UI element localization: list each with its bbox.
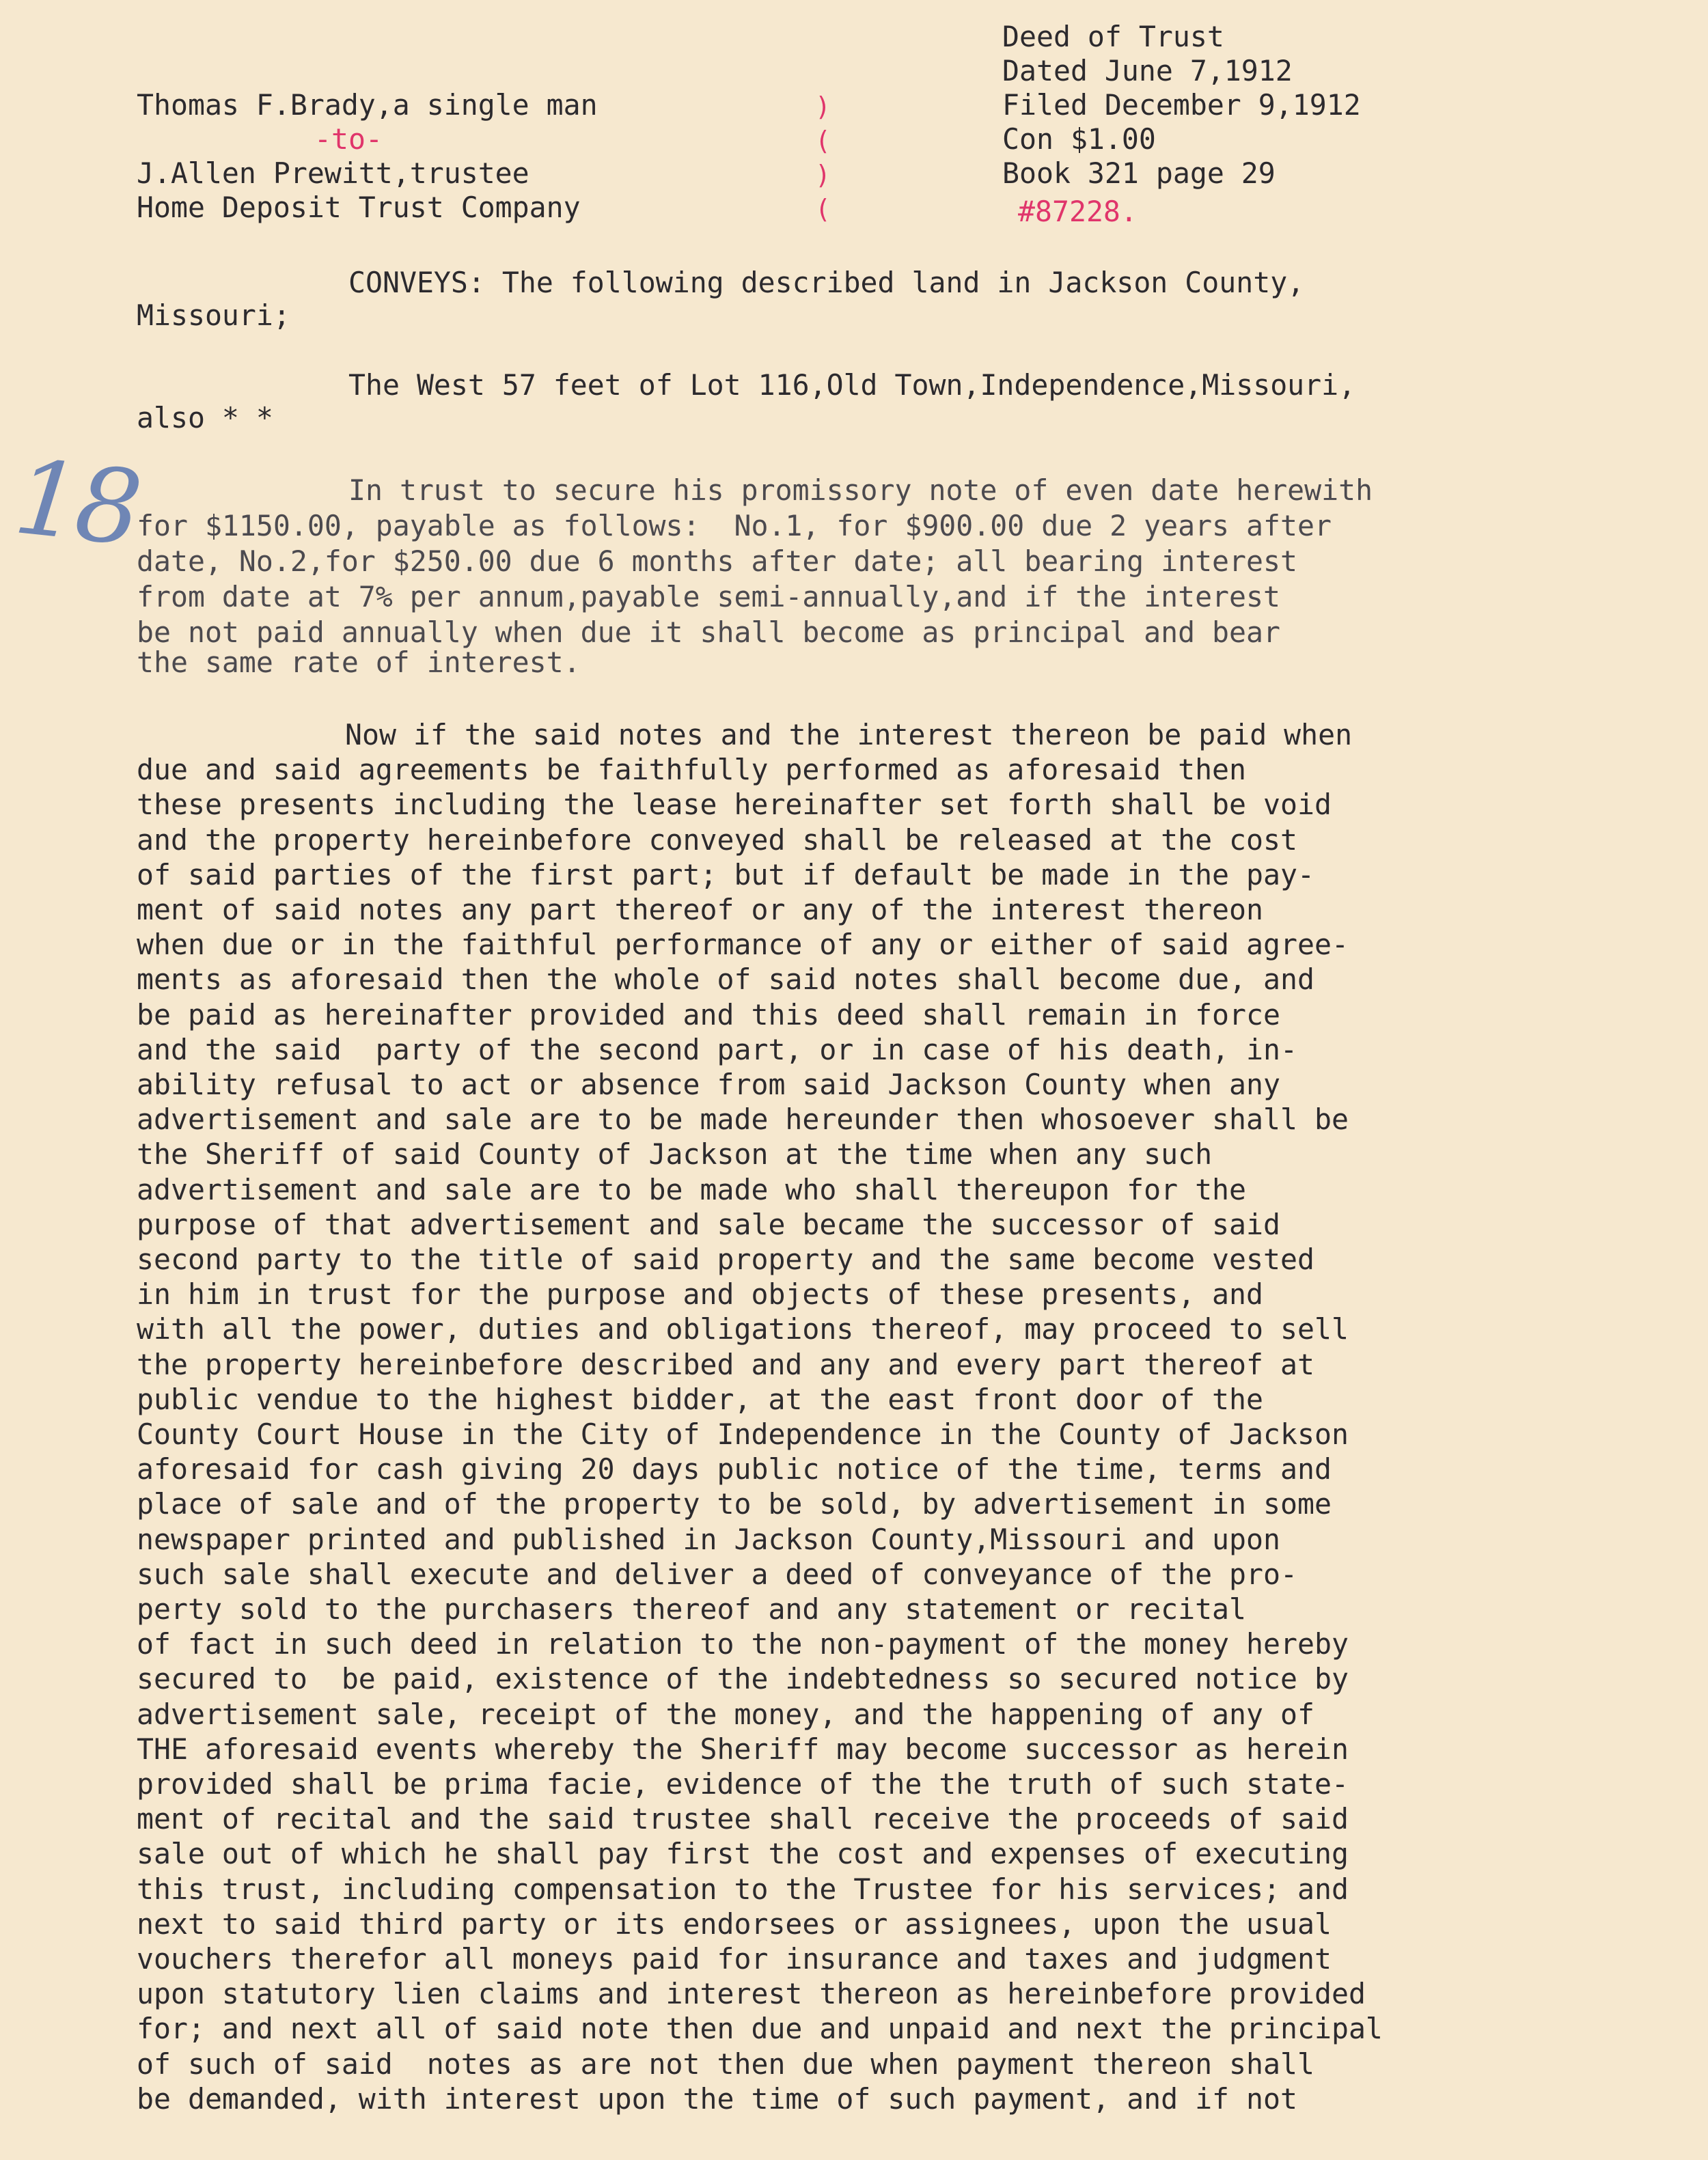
deed-body-line: be paid as hereinafter provided and this deed shall remain in force	[137, 998, 1281, 1031]
bracket-mark: )	[815, 160, 831, 190]
deed-body-line: advertisement and sale are to be made who shall thereupon for the	[137, 1173, 1247, 1206]
deed-body-line: these presents including the lease hereinafter set forth shall be void	[137, 788, 1332, 821]
trust-purpose-line: date, No.2,for $250.00 due 6 months after date; all bearing interest	[137, 544, 1297, 578]
deed-body-line: second party to the title of said property and the same become vested	[137, 1243, 1314, 1276]
record-book-page: Book 321 page 29	[1002, 156, 1276, 190]
deed-body-line: upon statutory lien claims and interest thereon as hereinbefore provided	[137, 1977, 1366, 2010]
conveys-line: Missouri;	[137, 299, 290, 332]
conveys-line: CONVEYS: The following described land in Jackson County,	[348, 266, 1305, 299]
deed-body-line: secured to be paid, existence of the indebtedness so secured notice by	[137, 1662, 1349, 1695]
deed-body-line: ment of recital and the said trustee shall receive the proceeds of said	[137, 1802, 1349, 1836]
deed-body-line: of such of said notes as are not then due when payment thereon shall	[137, 2047, 1314, 2081]
deed-body-line: ments as aforesaid then the whole of said notes shall become due, and	[137, 963, 1314, 996]
deed-body-line: and the said party of the second part, or in case of his death, in-	[137, 1033, 1297, 1066]
deed-body-line: the property hereinbefore described and any and every part thereof at	[137, 1348, 1314, 1381]
deed-body-line: vouchers therefor all moneys paid for insurance and taxes and judgment	[137, 1942, 1332, 1976]
deed-body-line: for; and next all of said note then due and unpaid and next the principal	[137, 2012, 1383, 2045]
deed-body-line: such sale shall execute and deliver a deed of conveyance of the pro-	[137, 1557, 1297, 1591]
deed-body-line: with all the power, duties and obligations thereof, may proceed to sell	[137, 1312, 1349, 1346]
deed-body-line: Now if the said notes and the interest thereon be paid when	[345, 718, 1353, 751]
deed-body-line: aforesaid for cash giving 20 days public notice of the time, terms and	[137, 1452, 1332, 1486]
deed-body-line: public vendue to the highest bidder, at the east front door of the	[137, 1383, 1264, 1416]
trust-purpose-line: for $1150.00, payable as follows: No.1, for $900.00 due 2 years after	[137, 509, 1332, 542]
trustee-name: J.Allen Prewitt,trustee	[137, 156, 529, 190]
deed-body-line: due and said agreements be faithfully performed as aforesaid then	[137, 753, 1247, 786]
deed-body-line: newspaper printed and published in Jackson County,Missouri and upon	[137, 1523, 1281, 1556]
deed-body-line: of said parties of the first part; but if default be made in the pay-	[137, 858, 1314, 891]
deed-body-line: purpose of that advertisement and sale became the successor of said	[137, 1208, 1281, 1241]
deed-body-line: be demanded, with interest upon the time of such payment, and if not	[137, 2082, 1297, 2116]
deed-body-line: advertisement and sale are to be made hereunder then whosoever shall be	[137, 1103, 1349, 1136]
deed-body-line: THE aforesaid events whereby the Sheriff may become successor as herein	[137, 1732, 1349, 1766]
deed-body-line: place of sale and of the property to be sold, by advertisement in some	[137, 1487, 1332, 1521]
margin-handwritten-number: 18	[9, 438, 143, 569]
deed-body-line: advertisement sale, receipt of the money, and the happening of any of	[137, 1698, 1314, 1731]
trust-purpose-line: the same rate of interest.	[137, 646, 581, 679]
deed-body-line: ment of said notes any part thereof or any of the interest thereon	[137, 893, 1264, 926]
deed-body-line: when due or in the faithful performance of any or either of said agree-	[137, 928, 1349, 961]
bracket-mark: (	[815, 126, 831, 156]
land-description-line: also * *	[137, 401, 273, 434]
record-consideration: Con $1.00	[1002, 122, 1156, 156]
bracket-mark: )	[815, 92, 831, 122]
deed-body-line: County Court House in the City of Independence in the County of Jackson	[137, 1417, 1349, 1451]
record-filed: Filed December 9,1912	[1002, 88, 1361, 122]
deed-body-line: next to said third party or its endorsees or assignees, upon the usual	[137, 1907, 1332, 1941]
record-dated: Dated June 7,1912	[1002, 54, 1293, 87]
deed-body-line: of fact in such deed in relation to the non-payment of the money hereby	[137, 1627, 1349, 1661]
trust-purpose-line: In trust to secure his promissory note of even date herewith	[348, 473, 1373, 507]
deed-body-line: the Sheriff of said County of Jackson at the time when any such	[137, 1137, 1213, 1171]
deed-body-line: and the property hereinbefore conveyed shall be released at the cost	[137, 823, 1297, 857]
deed-body-line: ability refusal to act or absence from said Jackson County when any	[137, 1068, 1281, 1101]
beneficiary-name: Home Deposit Trust Company	[137, 191, 581, 224]
deed-body-line: perty sold to the purchasers thereof and any statement or recital	[137, 1592, 1247, 1626]
grantor-to-trustee: -to-	[314, 122, 383, 156]
trust-purpose-line: from date at 7% per annum,payable semi-annually,and if the interest	[137, 580, 1281, 613]
trust-purpose-line: be not paid annually when due it shall become as principal and bear	[137, 615, 1281, 649]
record-number: #87228.	[1018, 195, 1138, 228]
deed-body-line: this trust, including compensation to the Trustee for his services; and	[137, 1872, 1349, 1906]
deed-body-line: sale out of which he shall pay first the cost and expenses of executing	[137, 1837, 1349, 1870]
record-type: Deed of Trust	[1002, 20, 1224, 53]
deed-body-line: provided shall be prima facie, evidence of the the truth of such state-	[137, 1767, 1349, 1801]
grantor-name: Thomas F.Brady,a single man	[137, 88, 598, 122]
bracket-mark: (	[815, 194, 831, 224]
deed-body-line: in him in trust for the purpose and objects of these presents, and	[137, 1277, 1264, 1311]
land-description-line: The West 57 feet of Lot 116,Old Town,Independence,Missouri,	[348, 368, 1356, 402]
